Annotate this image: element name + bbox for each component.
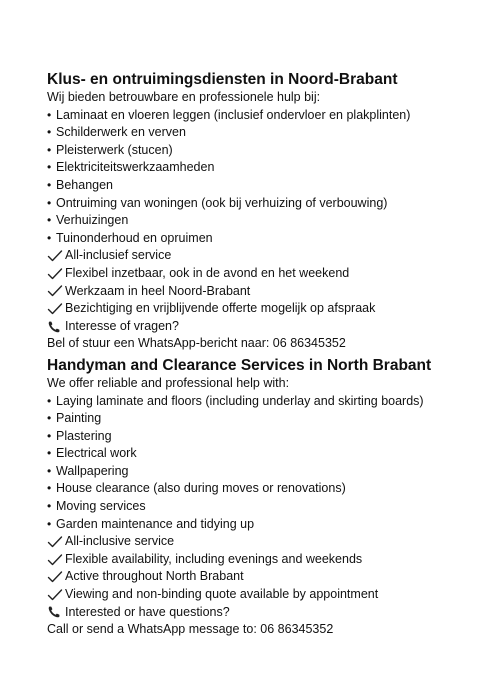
list-item (47, 428, 487, 446)
bullet-icon: • (47, 230, 52, 245)
list-item (47, 247, 487, 265)
service-text: Schilderwerk en verven (56, 125, 186, 140)
feature-text: Flexible availability, including evenings and weekends (65, 551, 363, 566)
service-text: Plastering (56, 428, 112, 443)
list-item (47, 300, 487, 318)
list-item (47, 159, 487, 177)
check-mark-icon (47, 267, 63, 281)
intro-english: We offer reliable and professional help with: (47, 375, 290, 390)
contact-english: Call or send a WhatsApp message to: 06 86345352 (47, 622, 334, 637)
list-item (47, 283, 487, 301)
service-text: Laying laminate and floors (including underlay and skirting boards) (56, 393, 424, 408)
phone-icon (47, 320, 61, 334)
bullet-icon: • (47, 142, 52, 157)
feature-text: All-inclusief service (65, 248, 172, 263)
question-text: Interesse of vragen? (65, 318, 179, 333)
list-item (47, 107, 487, 125)
list-item (47, 265, 487, 283)
question-text: Interested or have questions? (65, 604, 230, 619)
check-mark-icon (47, 284, 63, 298)
bullet-icon: • (47, 107, 52, 122)
service-text: Garden maintenance and tidying up (56, 516, 255, 531)
service-text: Elektriciteitswerkzaamheden (56, 160, 215, 175)
list-item (47, 480, 487, 498)
bullet-icon: • (47, 393, 52, 408)
feature-text: Active throughout North Brabant (65, 569, 244, 584)
service-text: Pleisterwerk (stucen) (56, 142, 173, 157)
services-list-dutch (47, 107, 487, 248)
bullet-icon: • (47, 499, 52, 514)
section-title-dutch: Klus- en ontruimingsdiensten in Noord-Brabant (47, 71, 398, 88)
service-text: Ontruiming van woningen (ook bij verhuizing of verbouwing) (56, 195, 388, 210)
service-text: House clearance (also during moves or renovations) (56, 481, 346, 496)
list-item (47, 230, 487, 248)
check-mark-icon (47, 249, 63, 263)
service-text: Electrical work (56, 446, 137, 461)
bullet-icon: • (47, 446, 52, 461)
check-mark-icon (47, 553, 63, 567)
features-list-dutch (47, 247, 487, 335)
check-mark-icon (47, 570, 63, 584)
features-list-english (47, 533, 487, 621)
list-item (47, 318, 487, 336)
bullet-icon: • (47, 428, 52, 443)
bullet-icon: • (47, 125, 52, 140)
service-text: Verhuizingen (56, 213, 129, 228)
list-item (47, 586, 487, 604)
list-item (47, 124, 487, 142)
intro-dutch: Wij bieden betrouwbare en professionele hulp bij: (47, 90, 321, 104)
bullet-icon: • (47, 411, 52, 426)
feature-text: Bezichtiging en vrijblijvende offerte mogelijk op afspraak (65, 301, 376, 316)
section-english (47, 356, 487, 639)
list-item (47, 212, 487, 230)
list-item (47, 568, 487, 586)
bullet-icon: • (47, 516, 52, 531)
list-item (47, 445, 487, 463)
service-text: Tuinonderhoud en opruimen (56, 230, 213, 245)
bullet-icon: • (47, 177, 52, 192)
feature-text: Werkzaam in heel Noord-Brabant (65, 283, 251, 298)
list-item (47, 195, 487, 213)
check-mark-icon (47, 535, 63, 549)
bullet-icon: • (47, 213, 52, 228)
service-text: Laminaat en vloeren leggen (inclusief ondervloer en plakplinten) (56, 107, 411, 122)
feature-text: All-inclusive service (65, 534, 175, 549)
service-text: Painting (56, 411, 102, 426)
list-item (47, 533, 487, 551)
services-list-english (47, 393, 487, 534)
list-item (47, 177, 487, 195)
list-item (47, 463, 487, 481)
list-item (47, 498, 487, 516)
contact-dutch: Bel of stuur een WhatsApp-bericht naar: 06 86345352 (47, 336, 346, 351)
list-item (47, 551, 487, 569)
feature-text: Flexibel inzetbaar, ook in de avond en het weekend (65, 265, 350, 280)
service-text: Behangen (56, 177, 114, 192)
service-text: Wallpapering (56, 463, 129, 478)
section-dutch (47, 70, 487, 353)
section-title-english: Handyman and Clearance Services in North Brabant (47, 356, 432, 374)
bullet-icon: • (47, 160, 52, 175)
bullet-icon: • (47, 463, 52, 478)
check-mark-icon (47, 302, 63, 316)
bullet-icon: • (47, 195, 52, 210)
feature-text: Viewing and non-binding quote available by appointment (65, 587, 379, 602)
bullet-icon: • (47, 481, 52, 496)
list-item (47, 410, 487, 428)
document (47, 70, 487, 639)
check-mark-icon (47, 588, 63, 602)
service-text: Moving services (56, 499, 146, 514)
list-item (47, 142, 487, 160)
list-item (47, 393, 487, 411)
list-item (47, 604, 487, 622)
list-item (47, 516, 487, 534)
phone-icon (47, 605, 61, 619)
